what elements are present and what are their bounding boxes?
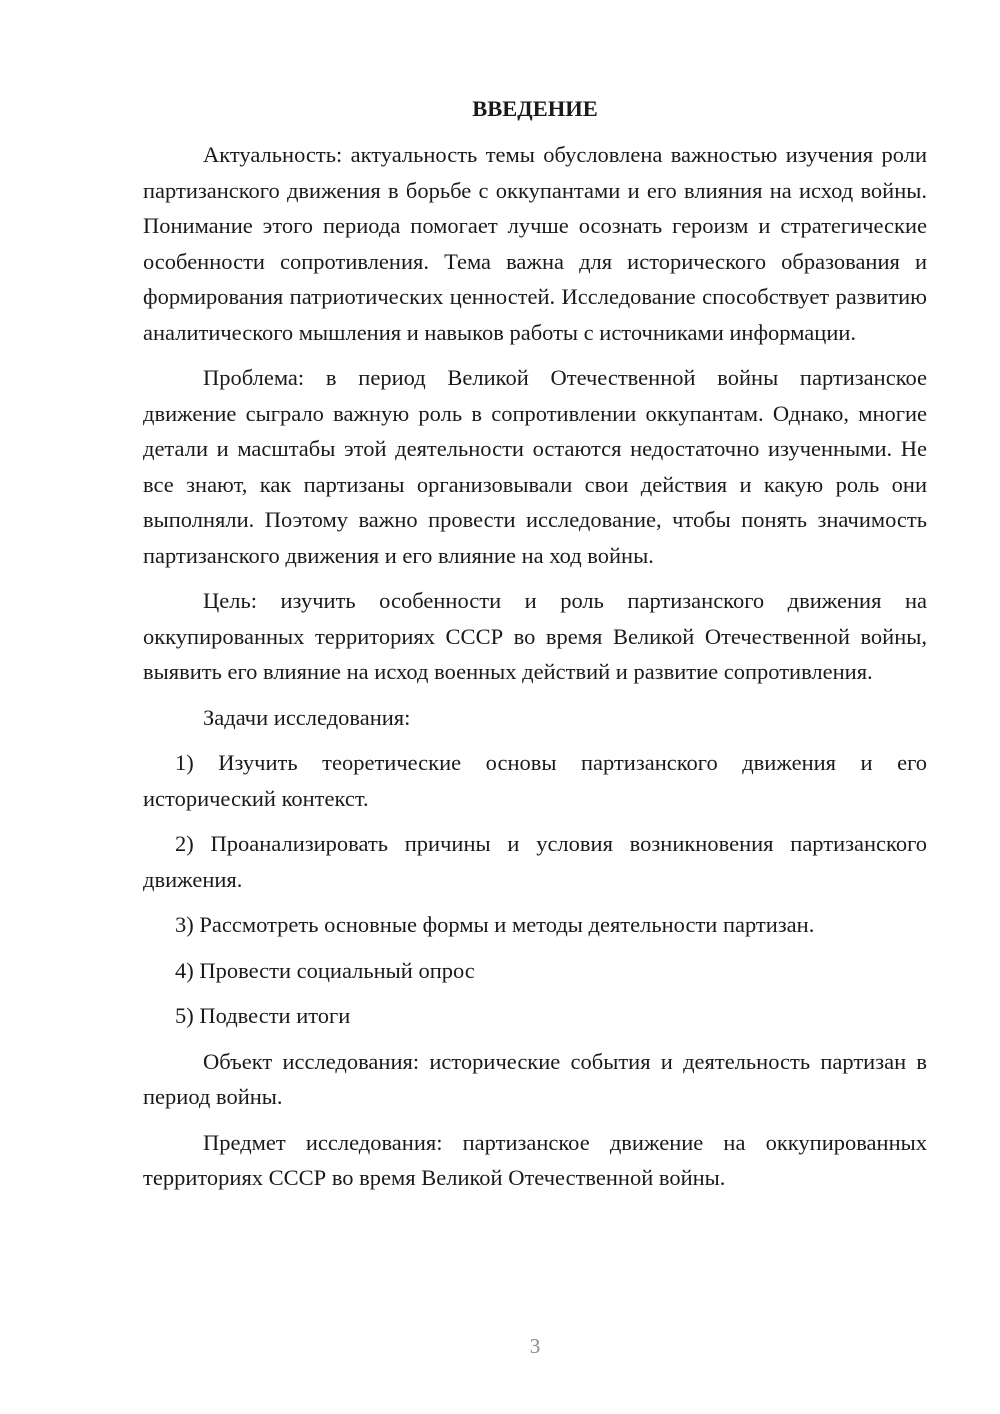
page-number: 3 xyxy=(529,1334,541,1358)
subject-paragraph: Предмет исследования: партизанское движение на оккупированных территориях СССР во время Великой Отечественной войны. xyxy=(143,1129,927,1190)
task-item-1: 1) Изучить теоретические основы партизанского движения и его исторический контекст. xyxy=(143,750,927,811)
page-content xyxy=(143,94,927,1206)
object-paragraph: Объект исследования: исторические события и деятельность партизан в период войны. xyxy=(143,1048,927,1109)
problem-paragraph: Проблема: в период Великой Отечественной войны партизанское движение сыграло важную роль в сопротивлении оккупантам. Однако, многие детали и масштабы этой деятельности остаются недостаточно изученными. Не все знают, как партизаны организовывали свои действия и какую роль они выполняли. Поэтому важно провести исследование, чтобы понять значимость партизанского движения и его влияние на ход войны. xyxy=(143,365,927,568)
section-title: ВВЕДЕНИЕ xyxy=(472,96,598,121)
task-item-5: 5) Подвести итоги xyxy=(175,1003,351,1028)
goal-paragraph: Цель: изучить особенности и роль партизанского движения на оккупированных территориях СССР во время Великой Отечественной войны, выявить его влияние на исход военных действий и развитие сопротивления. xyxy=(143,588,927,684)
task-item-2: 2) Проанализировать причины и условия возникновения партизанского движения. xyxy=(143,831,927,892)
relevance-paragraph: Актуальность: актуальность темы обусловлена важностью изучения роли партизанского движения в борьбе с оккупантами и его влияния на исход войны. Понимание этого периода помогает лучше осознать героизм и стратегические особенности сопротивления. Тема важна для исторического образования и формирования патриотических ценностей. Исследование способствует развитию аналитического мышления и навыков работы с источниками информации. xyxy=(143,142,927,345)
task-item-4: 4) Провести социальный опрос xyxy=(175,957,475,983)
task-item-3: 3) Рассмотреть основные формы и методы деятельности партизан. xyxy=(175,912,815,937)
tasks-heading: Задачи исследования: xyxy=(203,704,411,730)
